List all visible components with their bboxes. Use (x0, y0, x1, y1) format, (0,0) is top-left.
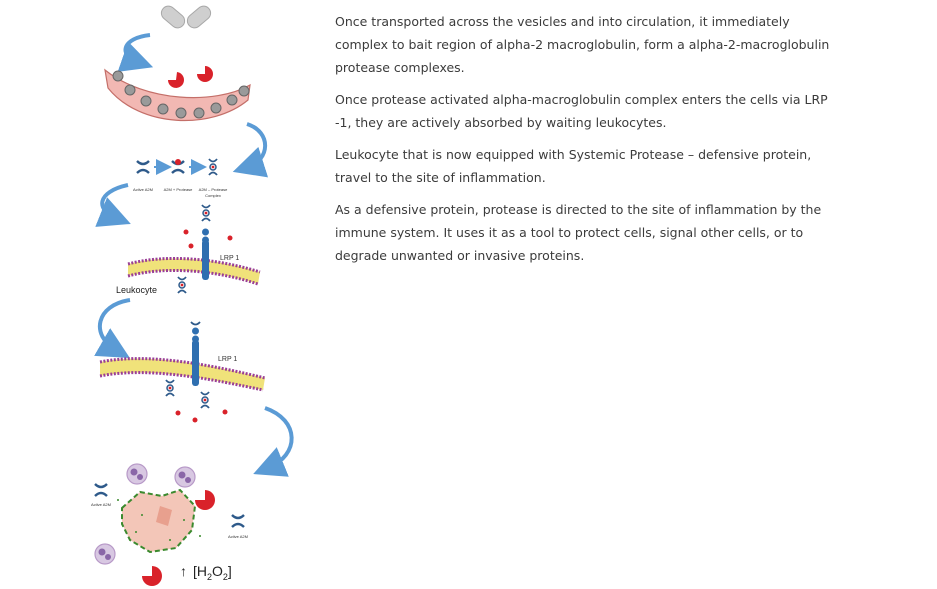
protease-icon (195, 490, 215, 510)
label-lrp1-bottom: LRP 1 (218, 356, 238, 363)
label-active-a2m-left: Active A2M (90, 502, 112, 507)
paragraph-2: Once protease activated alpha-macroglobulin complex enters the cells via LRP -1, they are actively absorbed by waiting leukocytes. (335, 92, 828, 130)
label-complex-line2: Complex (205, 193, 221, 198)
flow-arrow-4 (100, 300, 130, 350)
leukocyte-icon (175, 467, 195, 487)
cell-membrane-bottom (100, 359, 265, 390)
cell-membrane-top (128, 258, 260, 284)
a2m-protease-complex-icon (202, 205, 210, 221)
label-h2o2: ↑ $[H_2O_2]$ (180, 563, 232, 582)
flow-arrow-3 (102, 185, 128, 218)
paragraph-3: Leukocyte that is now equipped with Systemic Protease – defensive protein, travel to the site of inflammation. (335, 147, 812, 185)
leukocyte-icon (95, 544, 115, 564)
a2m-protease-complex-icon (201, 392, 209, 408)
label-lrp1-top: LRP 1 (220, 255, 240, 262)
protease-dot (228, 236, 233, 241)
protease-icon (197, 66, 213, 82)
protease-dot (193, 418, 198, 423)
a2m-protease-complex-icon (166, 380, 174, 396)
label-active-a2m: Active A2M (132, 187, 154, 192)
paragraph-1: Once transported across the vesicles and into circulation, it immediately complex to bait region of alpha-2 macroglobulin, form a alpha-2-macroglobulin protease complexes. (335, 14, 830, 75)
inflamed-tissue (117, 490, 201, 552)
lrp1-receptor-top (202, 229, 209, 281)
protease-dot (184, 230, 189, 235)
capsule-icon (159, 3, 214, 30)
protease-icon (175, 159, 181, 165)
a2m-icon (232, 515, 244, 527)
label-active-a2m-right: Active A2M (227, 534, 249, 539)
a2m-protease-complex-icon (178, 277, 186, 293)
label-leukocyte: Leukocyte (116, 285, 158, 295)
protease-dot (189, 244, 194, 249)
a2m-icon (137, 161, 149, 173)
leukocyte-icon (127, 464, 147, 484)
label-a2m-protease: A2M + Protease (163, 187, 193, 192)
protease-dot (223, 410, 228, 415)
a2m-icon (95, 484, 107, 496)
protease-icon (142, 566, 162, 586)
protease-icon (168, 72, 184, 88)
alpha2-macroglobulin-diagram (0, 0, 330, 589)
paragraph-4: As a defensive protein, protease is directed to the site of inflammation by the immune system. It uses it as a tool to protect cells, signal other cells, or to degrade unwanted or invasive proteins. (335, 202, 822, 263)
a2m-protease-complex-icon (209, 159, 217, 175)
flow-arrow-1 (126, 35, 151, 62)
flow-arrow-5 (265, 408, 292, 468)
flow-arrow-2 (247, 124, 265, 167)
lrp1-receptor-bottom (191, 322, 200, 386)
label-complex-line1: A2M – Protease (198, 187, 228, 192)
description-text (335, 10, 835, 276)
protease-dot (176, 411, 181, 416)
